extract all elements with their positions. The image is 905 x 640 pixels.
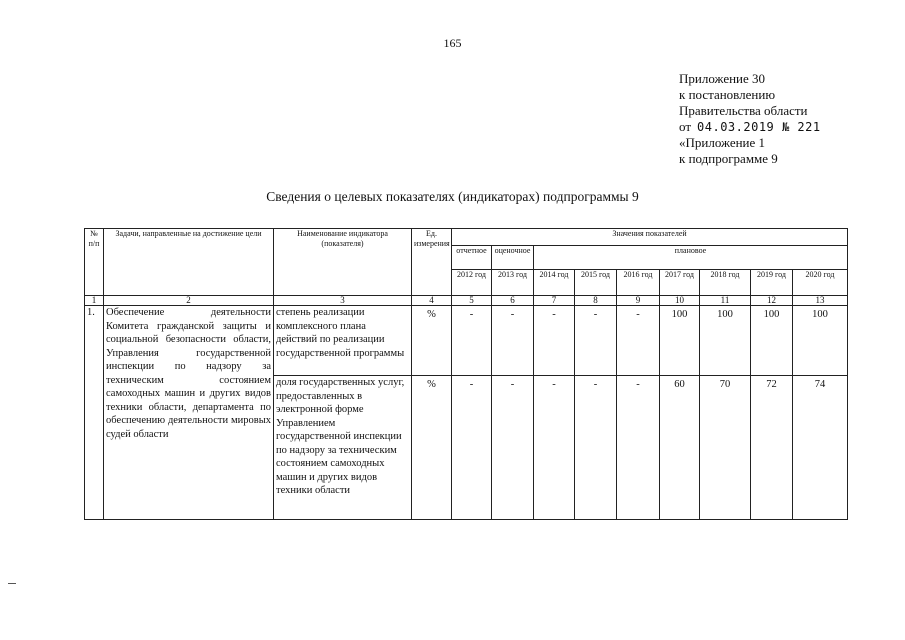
column-number: 4 [412,296,452,306]
value-cell: - [575,376,617,520]
indicators-table [84,228,848,520]
scan-edge-mark [8,583,16,584]
unit-cell: % [412,306,452,376]
value-cell: - [452,306,492,376]
appendix-line: к подпрограмме 9 [679,151,778,166]
column-number: 12 [751,296,793,306]
appendix-block [679,71,821,167]
appendix-date-line [679,119,821,135]
header-task: Задачи, направленные на достижение цели [104,229,274,296]
value-cell: 100 [793,306,848,376]
value-cell: 100 [700,306,751,376]
column-number: 3 [274,296,412,306]
value-cell: 100 [751,306,793,376]
appendix-line: «Приложение 1 [679,135,766,150]
column-number: 13 [793,296,848,306]
value-cell: 70 [700,376,751,520]
date-prefix: от [679,119,692,134]
value-cell: - [617,306,660,376]
indicator-name: степень реализации комплексного плана действий по реализации государственной программы [274,306,412,376]
header-year: 2016 год [617,270,660,296]
value-cell: - [492,306,534,376]
header-indicator: Наименование индикатора (показателя) [274,229,412,296]
unit-cell: % [412,376,452,520]
header-values: Значения показателей [452,229,848,246]
column-number: 8 [575,296,617,306]
column-number: 9 [617,296,660,306]
value-cell: - [534,306,575,376]
value-cell: 72 [751,376,793,520]
appendix-line: к постановлению [679,87,776,102]
column-number: 2 [104,296,274,306]
header-year: 2012 год [452,270,492,296]
column-number: 7 [534,296,575,306]
value-cell: - [492,376,534,520]
header-year: 2017 год [660,270,700,296]
header-report: отчетное [452,246,492,270]
header-planned: плановое [534,246,848,270]
header-year: 2015 год [575,270,617,296]
column-number: 6 [492,296,534,306]
header-year: 2019 год [751,270,793,296]
header-year: 2013 год [492,270,534,296]
value-cell: - [534,376,575,520]
document-title: Сведения о целевых показателях (индикаторах) подпрограммы 9 [266,189,639,204]
value-cell: - [452,376,492,520]
value-cell: - [575,306,617,376]
header-year: 2018 год [700,270,751,296]
indicator-name: доля государственных услуг, предоставленных в электронной форме Управлением государственной инспекции по надзору за техническим состоянием самоходных машин и других видов техники области [274,376,412,520]
header-year: 2014 год [534,270,575,296]
row-number: 1. [85,306,104,520]
header-year: 2020 год [793,270,848,296]
column-number: 11 [700,296,751,306]
column-number: 1 [85,296,104,306]
value-cell: - [617,376,660,520]
date-stamp: 04.03.2019 № 221 [697,120,821,134]
task-cell: Обеспечение деятельности Комитета гражданской защиты и социальной безопасности области, Управления государственной инспекции по надзору за техническим состоянием самоходных машин и других видов техники области, департамента по обеспечению деятельности мировых судей области [104,306,274,520]
column-number: 5 [452,296,492,306]
appendix-line: Правительства области [679,103,808,118]
appendix-line: Приложение 30 [679,71,766,86]
page-number: 165 [443,36,462,50]
header-num: № п/п [85,229,104,296]
column-number: 10 [660,296,700,306]
value-cell: 74 [793,376,848,520]
header-unit: Ед. измерения [412,229,452,296]
value-cell: 60 [660,376,700,520]
value-cell: 100 [660,306,700,376]
header-estimate: оценочное [492,246,534,270]
